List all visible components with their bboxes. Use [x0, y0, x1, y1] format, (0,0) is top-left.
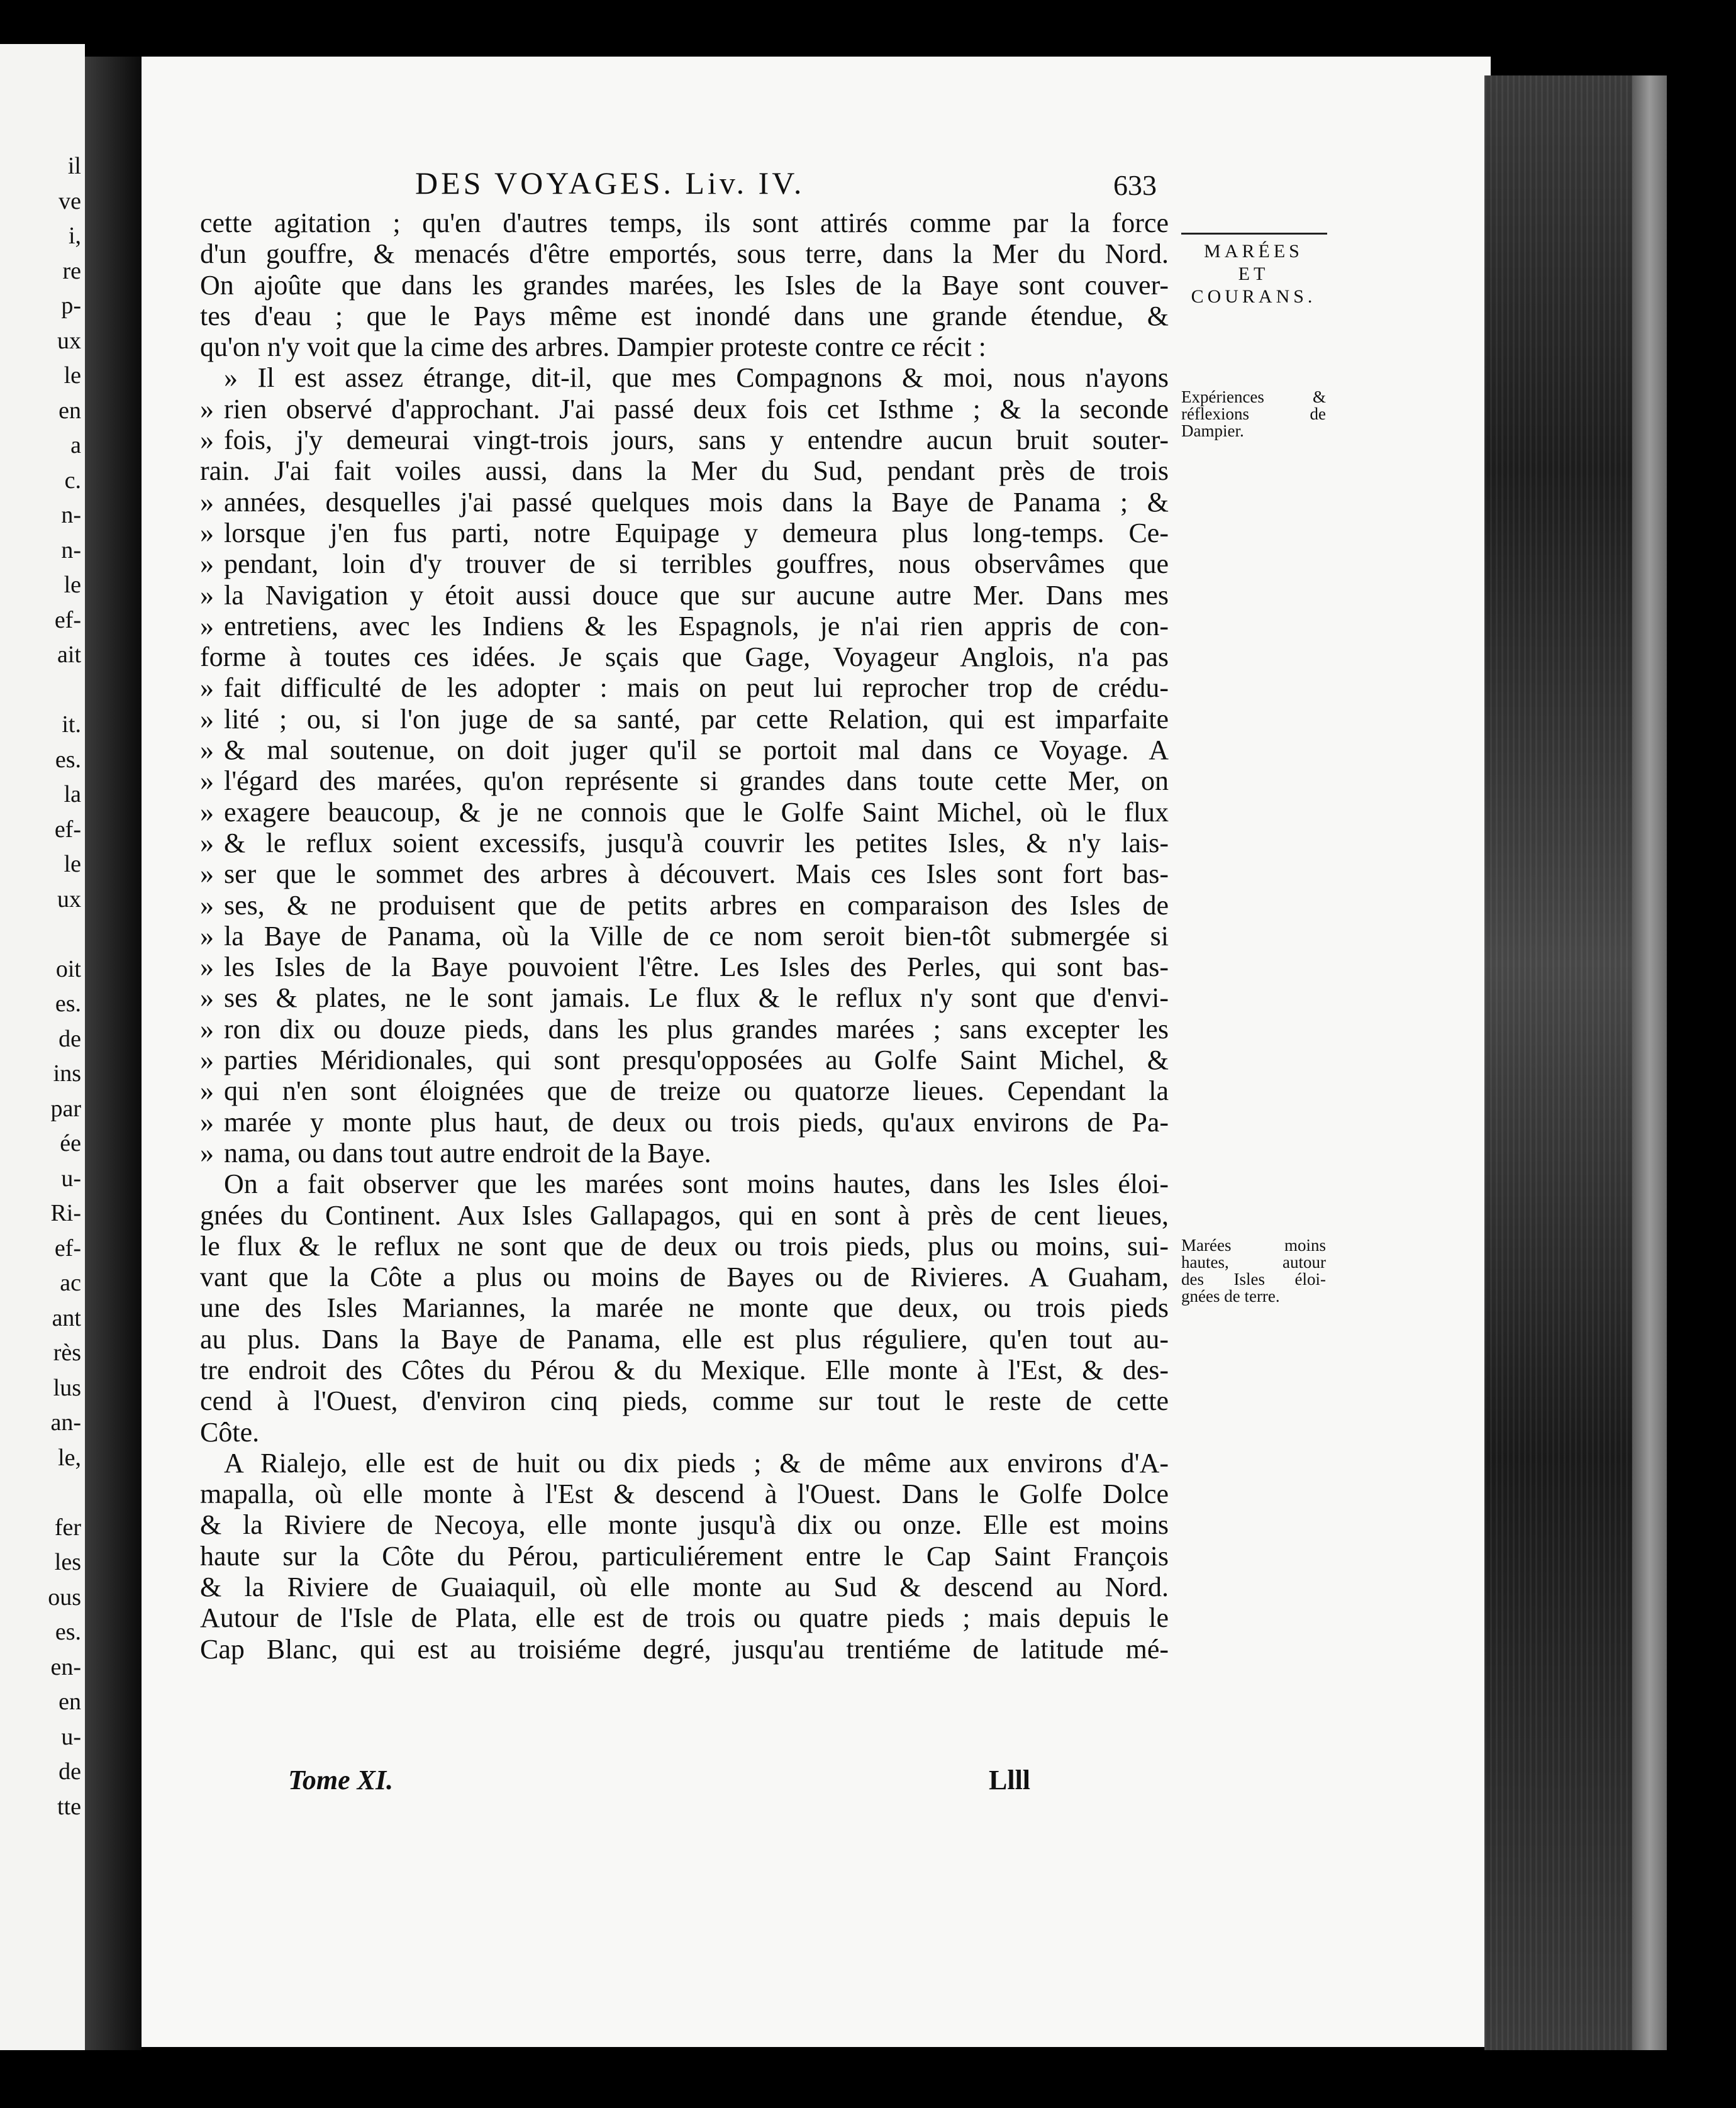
line-text: nama, ou dans tout autre endroit de la Baye. — [224, 1137, 711, 1168]
quote-mark: » — [200, 827, 214, 858]
line-text: parties Méridionales, qui sont presqu'opposées au Golfe Saint Michel, & — [224, 1045, 1169, 1076]
facing-page-fragment: fer — [54, 1514, 81, 1541]
line-text: & mal soutenue, on doit juger qu'il se portoit mal dans ce Voyage. A — [224, 735, 1169, 766]
quote-mark: » — [200, 1137, 214, 1168]
facing-page-fragment: p- — [61, 292, 81, 319]
text-line: cette agitation ; qu'en d'autres temps, ils sont attirés comme par la force — [200, 208, 1169, 238]
quote-mark: » — [200, 393, 214, 424]
margin-rule — [1181, 233, 1327, 235]
quote-mark: » — [200, 796, 214, 828]
quote-mark: » — [200, 610, 214, 641]
text-line: Cap Blanc, qui est au troisiéme degré, jusqu'au trentiéme de latitude mé- — [200, 1633, 1169, 1665]
facing-page-fragment: a — [70, 432, 81, 458]
quoted-text-line — [200, 982, 1169, 1013]
facing-page-fragment: i, — [68, 223, 81, 249]
facing-page-fragment: oit — [55, 955, 81, 982]
facing-page-fragment: ant — [52, 1304, 81, 1331]
line-text: lité ; ou, si l'on juge de sa santé, par cette Relation, qui est imparfaite — [224, 703, 1169, 735]
text-line: On ajoûte que dans les grandes marées, les Isles de la Baye sont couver- — [200, 269, 1169, 301]
facing-page — [0, 44, 85, 2050]
quote-mark: » — [200, 889, 214, 921]
facing-page-fragment: de — [58, 1025, 81, 1052]
quoted-text-line — [200, 672, 1169, 703]
margin-note-islands — [1181, 1237, 1326, 1305]
line-text: années, desquelles j'ai passé quelques mois dans la Baye de Panama ; & — [224, 486, 1169, 518]
facing-page-fragment: u- — [61, 1165, 81, 1192]
line-text: pendant, loin d'y trouver de si terribles gouffres, nous observâmes que — [224, 548, 1169, 580]
section-head-line: ET — [1238, 264, 1269, 284]
margin-note-line: réflexions de — [1181, 404, 1326, 423]
text-line: au plus. Dans la Baye de Panama, elle est plus réguliere, qu'en tout au- — [200, 1323, 1169, 1355]
facing-page-fragment: ac — [60, 1270, 81, 1296]
section-head-line: COURANS. — [1191, 286, 1316, 307]
quote-mark: » — [200, 735, 214, 766]
quoted-text-line — [200, 704, 1169, 735]
facing-page-fragment: rès — [53, 1340, 81, 1366]
text-line: & la Riviere de Necoya, elle monte jusqu'à dix ou onze. Elle est moins — [200, 1509, 1169, 1541]
left-gutter — [85, 57, 142, 2050]
facing-page-fragment: c. — [64, 467, 81, 494]
quote-mark: » — [200, 672, 214, 704]
quoted-text-line — [200, 580, 1169, 611]
quoted-text-line — [200, 394, 1169, 424]
facing-page-fragment: ve — [58, 187, 81, 214]
line-text: ser que le sommet des arbres à découvert. Mais ces Isles sont fort bas- — [224, 858, 1169, 890]
tome-label: Tome XI. — [288, 1765, 394, 1795]
quoted-text-line — [200, 858, 1169, 889]
line-text: ses & plates, ne le sont jamais. Le flux & le reflux n'y sont que d'envi- — [224, 982, 1169, 1014]
text-line: le flux & le reflux ne sont que de deux ou trois pieds, plus ou moins, sui- — [200, 1230, 1169, 1262]
facing-page-fragment: ait — [57, 641, 81, 668]
book-edge — [1484, 75, 1667, 2050]
facing-page-fragment: es. — [55, 990, 81, 1017]
quote-mark: » — [200, 920, 214, 951]
text-line: d'un gouffre, & menacés d'être emportés, sous terre, dans la Mer du Nord. — [200, 238, 1169, 270]
text-line: vant que la Côte a plus ou moins de Bayes ou de Rivieres. A Guaham, — [200, 1262, 1169, 1293]
facing-page-fragment: le, — [58, 1444, 81, 1471]
line-text: exagere beaucoup, & je ne connois que le Golfe Saint Michel, où le flux — [224, 796, 1169, 828]
quoted-text-line — [200, 1075, 1169, 1106]
line-text: qui n'en sont éloignées que de treize ou quatorze lieues. Cependant la — [224, 1075, 1169, 1107]
quoted-text-line — [200, 828, 1169, 858]
quoted-text-line — [200, 487, 1169, 518]
facing-page-fragment: ux — [57, 885, 81, 913]
line-text: ron dix ou douze pieds, dans les plus grandes marées ; sans excepter les — [224, 1013, 1169, 1045]
text-line: rain. J'ai fait voiles aussi, dans la Mer du Sud, pendant près de trois — [200, 455, 1169, 487]
quote-mark: » — [200, 1013, 214, 1045]
text-line: » Il est assez étrange, dit-il, que mes Compagnons & moi, nous n'ayons — [224, 362, 1169, 394]
facing-page-fragment: es. — [55, 746, 81, 773]
facing-page-fragment: les — [54, 1549, 81, 1575]
facing-page-fragment: en — [58, 1689, 81, 1715]
quote-mark: » — [200, 486, 214, 518]
text-line: tes d'eau ; que le Pays même est inondé dans une grande étendue, & — [200, 300, 1169, 331]
margin-note-dampier — [1181, 389, 1326, 440]
quoted-text-line — [200, 1045, 1169, 1075]
quoted-text-line — [200, 890, 1169, 921]
text-line: cend à l'Ouest, d'environ cinq pieds, comme sur tout le reste de cette — [200, 1385, 1169, 1417]
text-line: forme à toutes ces idées. Je sçais que Gage, Voyageur Anglois, n'a pas — [200, 641, 1169, 673]
facing-page-fragment: en — [58, 397, 81, 424]
facing-page-fragment: en- — [50, 1653, 81, 1680]
facing-page-fragment: le — [64, 572, 81, 598]
text-line: mapalla, où elle monte à l'Est & descend à l'Ouest. Dans le Golfe Dolce — [200, 1478, 1169, 1510]
facing-page-fragment: lus — [53, 1374, 81, 1401]
facing-page-fragment: ef- — [54, 1234, 81, 1262]
quoted-text-line — [200, 611, 1169, 641]
facing-page-fragment: es. — [55, 1619, 81, 1645]
line-text: marée y monte plus haut, de deux ou trois pieds, qu'aux environs de Pa- — [224, 1106, 1169, 1138]
line-text: l'égard des marées, qu'on représente si grandes dans toute cette Mer, on — [224, 765, 1169, 797]
line-text: ses, & ne produisent que de petits arbres en comparaison des Isles de — [224, 889, 1169, 921]
margin-note-line: Dampier. — [1181, 421, 1244, 440]
quote-mark: » — [200, 424, 214, 456]
quote-mark: » — [200, 1075, 214, 1107]
running-head: DES VOYAGES. Liv. IV. — [415, 165, 805, 201]
text-line: On a fait observer que les marées sont moins hautes, dans les Isles éloi- — [224, 1168, 1169, 1200]
facing-page-fragment: n- — [61, 536, 81, 563]
quoted-text-line — [200, 1014, 1169, 1045]
facing-page-fragment: ux — [57, 327, 81, 354]
quote-mark: » — [200, 703, 214, 735]
facing-page-fragment: tte — [57, 1793, 81, 1820]
facing-page-fragment: par — [50, 1095, 81, 1122]
quoted-text-line — [200, 1107, 1169, 1138]
facing-page-fragment: ef- — [54, 606, 81, 633]
margin-note-line: Marées moins — [1181, 1236, 1326, 1255]
quote-mark: » — [200, 858, 214, 890]
line-text: fois, j'y demeurai vingt-trois jours, sans y entendre aucun bruit souter- — [224, 424, 1169, 456]
facing-page-fragment: Ri- — [50, 1200, 81, 1226]
margin-note-line: des Isles éloi- — [1181, 1270, 1326, 1289]
line-text: fait difficulté de les adopter : mais on peut lui reprocher trop de crédu- — [224, 672, 1169, 704]
quote-mark: » — [200, 1045, 214, 1076]
line-text: la Navigation y étoit aussi douce que sur aucune autre Mer. Dans mes — [224, 579, 1169, 611]
text-line: Côte. — [200, 1416, 260, 1448]
margin-note-line: Expériences & — [1181, 387, 1326, 406]
text-line: tre endroit des Côtes du Pérou & du Mexique. Elle monte à l'Est, & des- — [200, 1354, 1169, 1385]
quote-mark: » — [200, 1106, 214, 1138]
quoted-text-line — [200, 921, 1169, 951]
facing-page-fragment: de — [58, 1758, 81, 1785]
text-line: A Rialejo, elle est de huit ou dix pieds ; & de même aux environs d'A- — [224, 1447, 1169, 1478]
quoted-text-line — [200, 765, 1169, 796]
facing-page-fragment: ef- — [54, 816, 81, 843]
facing-page-fragment: le — [64, 851, 81, 877]
body-text — [200, 208, 1169, 1665]
quote-mark: » — [200, 951, 214, 983]
quoted-text-line — [200, 1138, 1169, 1168]
text-line: une des Isles Mariannes, la marée ne monte que deux, ou trois pieds — [200, 1292, 1169, 1324]
section-head-line: MARÉES — [1204, 241, 1303, 262]
signature-mark: Llll — [989, 1765, 1031, 1795]
line-text: entretiens, avec les Indiens & les Espagnols, je n'ai rien appris de con- — [224, 610, 1169, 641]
facing-page-fragment: re — [62, 257, 81, 284]
facing-page-fragment: ée — [60, 1130, 81, 1157]
quoted-text-line — [200, 548, 1169, 579]
text-line: Autour de l'Isle de Plata, elle est de trois ou quatre pieds ; mais depuis le — [200, 1602, 1169, 1634]
margin-section-head — [1181, 240, 1326, 308]
quote-mark: » — [200, 579, 214, 611]
facing-page-fragment: il — [67, 153, 81, 179]
facing-page-fragment: n- — [61, 502, 81, 528]
facing-page-fragment: ous — [48, 1584, 81, 1611]
facing-page-fragment: la — [64, 781, 81, 807]
facing-page-fragment: u- — [61, 1723, 81, 1750]
quoted-text-line — [200, 518, 1169, 548]
margin-note-line: gnées de terre. — [1181, 1287, 1280, 1306]
facing-page-fragment: it. — [62, 711, 81, 738]
facing-page-fragment: ins — [53, 1060, 81, 1087]
quote-mark: » — [200, 517, 214, 548]
facing-page-fragment: le — [64, 362, 81, 389]
margin-note-line: hautes, autour — [1181, 1253, 1326, 1272]
line-text: & le reflux soient excessifs, jusqu'à couvrir les petites Isles, & n'y lais- — [224, 827, 1169, 858]
line-text: rien observé d'approchant. J'ai passé deux fois cet Isthme ; & la seconde — [224, 393, 1169, 424]
text-line: haute sur la Côte du Pérou, particuliérement entre le Cap Saint François — [200, 1540, 1169, 1572]
quote-mark: » — [200, 548, 214, 580]
quoted-text-line — [200, 951, 1169, 982]
quote-mark: » — [200, 765, 214, 797]
text-line: qu'on n'y voit que la cime des arbres. Dampier proteste contre ce récit : — [200, 331, 986, 363]
line-text: les Isles de la Baye pouvoient l'être. Les Isles des Perles, qui sont bas- — [224, 951, 1169, 983]
line-text: la Baye de Panama, où la Ville de ce nom seroit bien-tôt submergée si — [224, 920, 1169, 951]
quoted-text-line — [200, 735, 1169, 765]
quote-mark: » — [200, 982, 214, 1014]
facing-page-fragment: an- — [50, 1409, 81, 1436]
quoted-text-line — [200, 424, 1169, 455]
line-text: lorsque j'en fus parti, notre Equipage y demeura plus long-temps. Ce- — [224, 517, 1169, 548]
quoted-text-line — [200, 797, 1169, 828]
page-number: 633 — [1113, 169, 1157, 201]
text-line: gnées du Continent. Aux Isles Gallapagos, qui en sont à près de cent lieues, — [200, 1199, 1169, 1231]
text-line: & la Riviere de Guaiaquil, où elle monte au Sud & descend au Nord. — [200, 1572, 1169, 1603]
